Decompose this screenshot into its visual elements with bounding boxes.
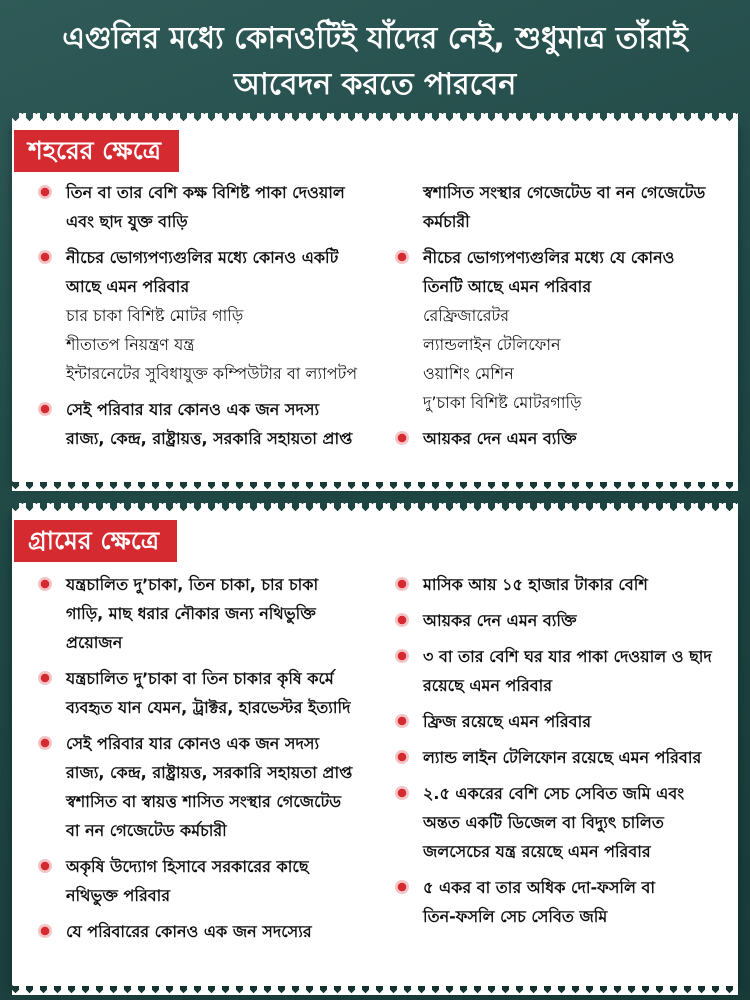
bullet-icon: [395, 649, 409, 663]
item-text: রাজ্য, কেন্দ্র, রাষ্ট্রায়ত্ত, সরকারি সহায়তা প্রাপ্ত: [66, 429, 353, 448]
list-item: [395, 707, 725, 736]
item-text: অকৃষি উদ্যোগ হিসাবে সরকারের কাছে: [66, 857, 309, 876]
item-text: বা নন গেজেটেড কর্মচারী: [66, 821, 227, 840]
item-text: আয়কর দেন এমন ব্যক্তি: [423, 611, 577, 630]
sub-item-text: চার চাকা বিশিষ্ট মোটর গাড়ি: [66, 306, 244, 325]
item-text: যন্ত্রচালিত দু’চাকা, তিন চাকা, চার চাকা: [66, 575, 319, 594]
item-text: নীচের ভোগ্যপণ্যগুলির মধ্যে কোনও একটি: [66, 248, 339, 267]
bullet-icon: [395, 431, 409, 445]
item-text: প্রয়োজন: [66, 633, 123, 652]
list-item: [38, 729, 388, 845]
list-item: [38, 917, 388, 946]
city-section-card: [12, 122, 738, 482]
item-text: ব্যবহৃত যান যেমন, ট্রাক্টর, হারভেস্টর ইত্যাদি: [66, 698, 351, 717]
item-text: স্বশাসিত সংস্থার গেজেটেড বা নন গেজেটেড: [423, 183, 706, 202]
list-item: [38, 178, 388, 236]
bullet-icon: [395, 714, 409, 728]
city-left-column: [38, 178, 388, 460]
list-item: [395, 606, 725, 635]
headline-line-2: আবেদন করতে পারবেন: [233, 67, 517, 102]
bullet-icon: [38, 185, 52, 199]
item-text: ফ্রিজ রয়েছে এমন পরিবার: [423, 712, 592, 731]
list-item: [395, 642, 725, 700]
bullet-icon: [38, 736, 52, 750]
item-text: ল্যান্ড লাইন টেলিফোন রয়েছে এমন পরিবার: [423, 748, 702, 767]
item-text: মাসিক আয় ১৫ হাজার টাকার বেশি: [423, 575, 648, 594]
bullet-icon: [38, 402, 52, 416]
city-right-column: [395, 178, 725, 460]
village-section-card: [12, 512, 738, 986]
item-text: তিন বা তার বেশি কক্ষ বিশিষ্ট পাকা দেওয়াল: [66, 183, 345, 202]
item-text: জলসেচের যন্ত্র রয়েছে এমন পরিবার: [423, 842, 651, 861]
item-text: ২.৫ একরের বেশি সেচ সেবিত জমি এবং: [423, 784, 685, 803]
item-text: ৩ বা তার বেশি ঘর যার পাকা দেওয়াল ও ছাদ: [423, 647, 712, 666]
headline: [0, 16, 750, 108]
item-text: নীচের ভোগ্যপণ্যগুলির মধ্যে যে কোনও: [423, 248, 675, 267]
item-text: ৫ একর বা তার অধিক দো-ফসলি বা: [423, 878, 656, 897]
bullet-icon: [38, 250, 52, 264]
list-item: [38, 395, 388, 453]
list-item: [38, 243, 388, 388]
item-text: নথিভুক্ত পরিবার: [66, 886, 171, 905]
item-text: তিনটি আছে এমন পরিবার: [423, 277, 592, 296]
bullet-icon: [395, 750, 409, 764]
bullet-icon: [38, 859, 52, 873]
list-item: [395, 743, 725, 772]
item-text: আছে এমন পরিবার: [66, 277, 190, 296]
sub-item-text: রেফ্রিজারেটর: [423, 306, 510, 325]
item-text: এবং ছাদ যুক্ত বাড়ি: [66, 212, 188, 231]
bullet-icon: [395, 577, 409, 591]
item-text: সেই পরিবার যার কোনও এক জন সদস্য: [66, 400, 320, 419]
village-section-title: গ্রামের ক্ষেত্রে: [14, 520, 177, 562]
item-text: গাড়ি, মাছ ধরার নৌকার জন্য নথিভুক্তি: [66, 604, 316, 623]
list-item: [395, 779, 725, 866]
sub-item-text: ওয়াশিং মেশিন: [423, 364, 514, 383]
list-item-continued: [395, 178, 725, 236]
city-section-title: শহরের ক্ষেত্রে: [14, 130, 179, 172]
item-text: রাজ্য, কেন্দ্র, রাষ্ট্রায়ত্ত, সরকারি সহায়তা প্রাপ্ত: [66, 763, 353, 782]
headline-line-1: এগুলির মধ্যে কোনওটিই যাঁদের নেই, শুধুমাত্র তাঁরাই: [62, 21, 688, 56]
item-text: যে পরিবারের কোনও এক জন সদস্যের: [66, 922, 312, 941]
sub-item-text: ল্যান্ডলাইন টেলিফোন: [423, 335, 561, 354]
item-text: অন্তত একটি ডিজেল বা বিদ্যুৎ চালিত: [423, 813, 664, 832]
list-item: [38, 664, 388, 722]
bullet-icon: [395, 880, 409, 894]
sub-item-text: দু’চাকা বিশিষ্ট মোটরগাড়ি: [423, 393, 582, 412]
bullet-icon: [38, 924, 52, 938]
sub-item-text: ইন্টারনেটের সুবিধাযুক্ত কম্পিউটার বা ল্যাপটপ: [66, 364, 358, 383]
bullet-icon: [38, 671, 52, 685]
item-text: রয়েছে এমন পরিবার: [423, 676, 553, 695]
bullet-icon: [395, 613, 409, 627]
village-left-column: [38, 570, 388, 953]
bullet-icon: [395, 250, 409, 264]
list-item: [38, 570, 388, 657]
village-right-column: [395, 570, 725, 938]
list-item: [395, 873, 725, 931]
bullet-icon: [38, 577, 52, 591]
item-text: স্বশাসিত বা স্বায়ত্ত শাসিত সংস্থার গেজেটেড: [66, 792, 342, 811]
list-item: [395, 243, 725, 417]
list-item: [38, 852, 388, 910]
item-text: সেই পরিবার যার কোনও এক জন সদস্য: [66, 734, 320, 753]
item-text: যন্ত্রচালিত দু’চাকা বা তিন চাকার কৃষি কর্মে: [66, 669, 334, 688]
list-item: [395, 424, 725, 453]
sub-item-text: শীতাতপ নিয়ন্ত্রণ যন্ত্র: [66, 335, 195, 354]
bullet-icon: [395, 786, 409, 800]
item-text: তিন-ফসলি সেচ সেবিত জমি: [423, 907, 608, 926]
item-text: কর্মচারী: [423, 212, 470, 231]
list-item: [395, 570, 725, 599]
item-text: আয়কর দেন এমন ব্যক্তি: [423, 429, 577, 448]
